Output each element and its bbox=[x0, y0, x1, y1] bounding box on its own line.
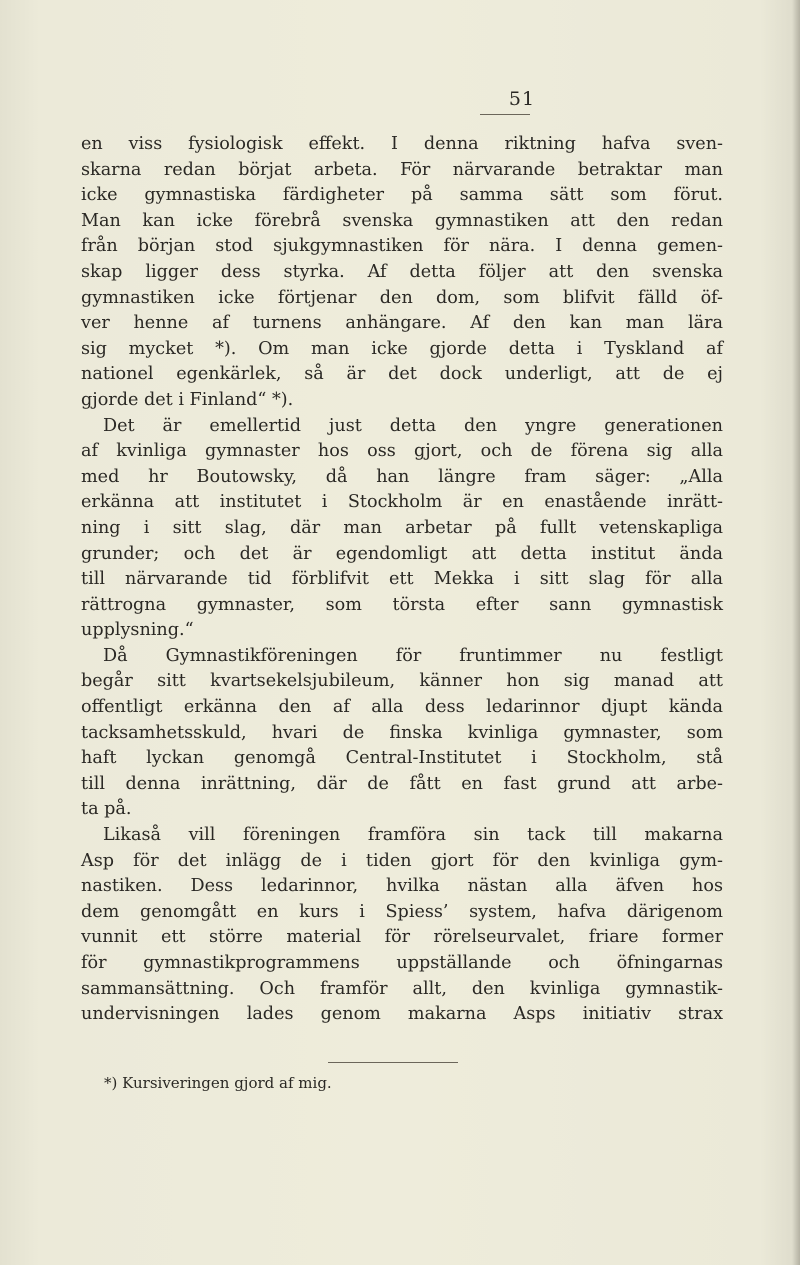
text-line: Likaså vill föreningen framföra sin tack till makarna bbox=[103, 825, 723, 846]
text-line: en viss fysiologisk effekt. I denna riktning hafva sven- bbox=[81, 134, 723, 154]
text-line: gjorde det i Finland“ *). bbox=[81, 389, 294, 410]
text-line: erkänna att institutet i Stockholm är en enastående inrätt- bbox=[81, 492, 723, 513]
text-line: gymnastiken icke förtjenar den dom, som blifvit fälld öf- bbox=[81, 287, 723, 308]
text-line: ning i sitt slag, där man arbetar på fullt vetenskapliga bbox=[81, 517, 723, 538]
page-number-rule bbox=[480, 114, 530, 115]
text-line: icke gymnastiska färdigheter på samma sätt som förut. bbox=[81, 185, 723, 206]
text-line: sammansättning. Och framför allt, den kvinliga gymnastik- bbox=[81, 978, 723, 999]
text-line: sig mycket *). Om man icke gjorde detta i Tyskland af bbox=[81, 338, 723, 359]
text-line: skarna redan börjat arbeta. För närvarande betraktar man bbox=[81, 159, 723, 180]
text-line: af kvinliga gymnaster hos oss gjort, och de förena sig alla bbox=[81, 441, 723, 462]
text-line: med hr Boutowsky, då han längre fram säger: „Alla bbox=[81, 466, 723, 487]
page-edge-shadow bbox=[792, 0, 800, 1265]
text-line: för gymnastikprogrammens uppställande och öfningarnas bbox=[81, 953, 723, 973]
text-line: offentligt erkänna den af alla dess ledarinnor djupt kända bbox=[81, 697, 723, 718]
text-line: tacksamhetsskuld, hvari de finska kvinliga gymnaster, som bbox=[81, 722, 723, 743]
text-line: haft lyckan genomgå Central-Institutet i Stockholm, stå bbox=[81, 748, 723, 769]
text-line: vunnit ett större material för rörelseurvalet, friare former bbox=[81, 927, 723, 948]
text-line: från början stod sjukgymnastiken för nära. I denna gemen- bbox=[81, 236, 723, 257]
text-line: Då Gymnastikföreningen för fruntimmer nu festligt bbox=[103, 645, 723, 666]
text-line: till denna inrättning, där de fått en fast grund att arbe- bbox=[81, 773, 723, 794]
text-line: nastiken. Dess ledarinnor, hvilka nästan alla äfven hos bbox=[81, 876, 723, 897]
text-line: grunder; och det är egendomligt att detta institut ända bbox=[81, 543, 723, 564]
text-line: ver henne af turnens anhängare. Af den kan man lära bbox=[81, 313, 723, 334]
text-line: Man kan icke förebrå svenska gymnastiken att den redan bbox=[81, 210, 723, 231]
body-text bbox=[81, 132, 723, 1028]
text-line: skap ligger dess styrka. Af detta följer att den svenska bbox=[81, 261, 723, 282]
text-line: Asp för det inlägg de i tiden gjort för den kvinliga gym- bbox=[81, 850, 723, 871]
footnote-rule bbox=[328, 1062, 458, 1063]
text-line: dem genomgått en kurs i Spiess’ system, hafva därigenom bbox=[81, 901, 723, 922]
text-line: ta på. bbox=[81, 799, 132, 820]
text-line: Det är emellertid just detta den yngre generationen bbox=[103, 415, 723, 436]
footnote: *) Kursiveringen gjord af mig. bbox=[104, 1074, 332, 1092]
text-line: rättrogna gymnaster, som törsta efter sann gymnastisk bbox=[81, 594, 723, 615]
page-number: 51 bbox=[508, 88, 536, 110]
text-line: upplysning.“ bbox=[81, 620, 194, 641]
text-line: begår sitt kvartsekelsjubileum, känner hon sig manad att bbox=[81, 671, 723, 692]
text-line: nationel egenkärlek, så är det dock underligt, att de ej bbox=[81, 364, 723, 385]
text-line: undervisningen lades genom makarna Asps initiativ strax bbox=[81, 1004, 723, 1025]
text-line: till närvarande tid förblifvit ett Mekka i sitt slag för alla bbox=[81, 569, 723, 590]
